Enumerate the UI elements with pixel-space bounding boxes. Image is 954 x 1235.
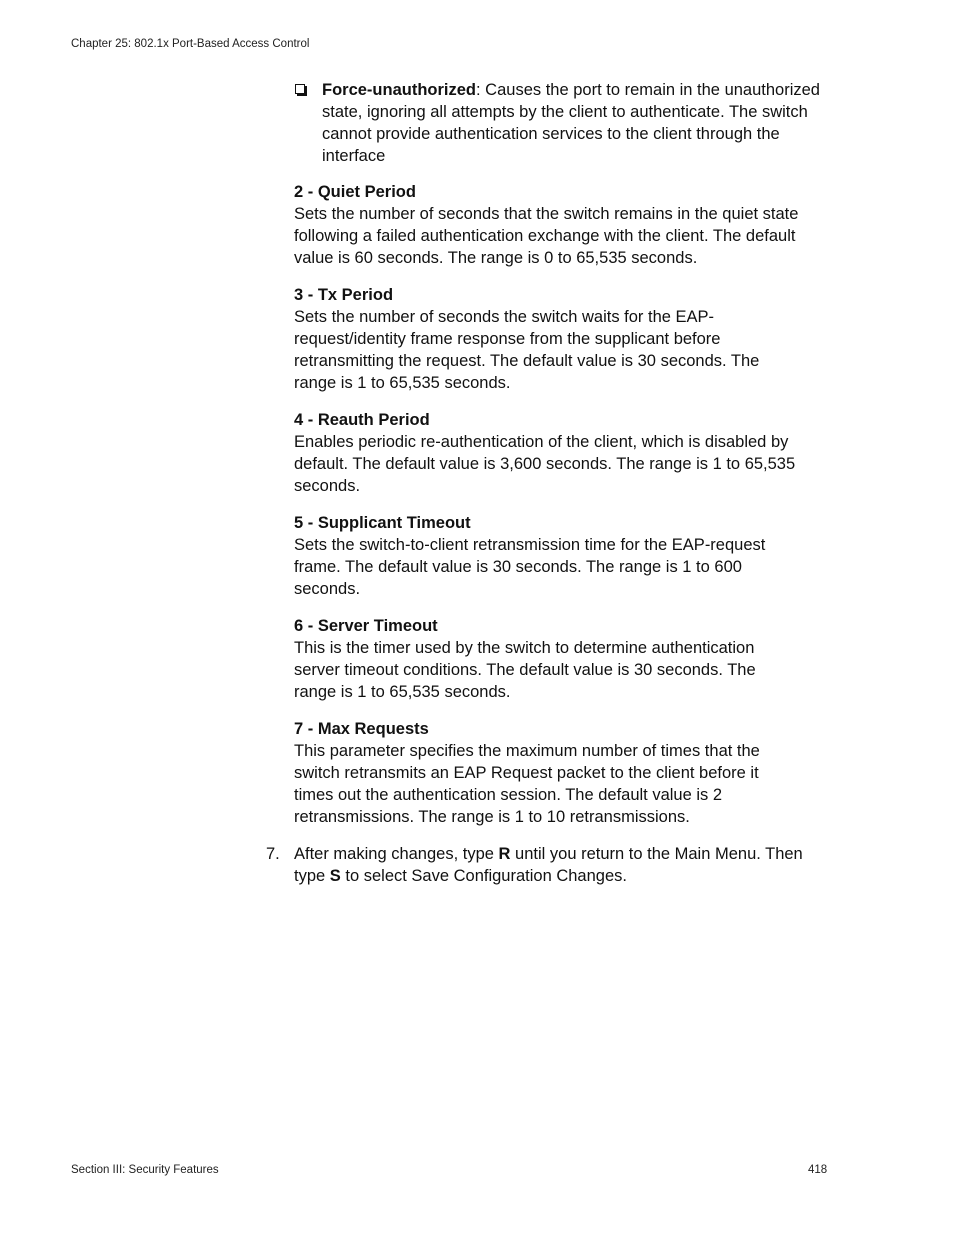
step-number: 7. (266, 845, 280, 863)
param-description: Sets the switch-to-client retransmission time for the EAP-request frame. The default value is 30 seconds. The range is 1 to 600 seconds. (294, 536, 766, 598)
param-title: 7 - Max Requests (294, 720, 429, 738)
step-key-r: R (498, 845, 511, 863)
param-title: 2 - Quiet Period (294, 183, 416, 201)
step-key-s: S (329, 867, 341, 885)
param-max-requests (294, 718, 834, 828)
param-title: 4 - Reauth Period (294, 411, 430, 429)
running-footer-section: Section III: Security Features (71, 1164, 219, 1176)
param-title: 6 - Server Timeout (294, 617, 438, 635)
param-description: This is the timer used by the switch to determine authentication server timeout conditions. The default value is 30 seconds. The range is 1 to 65,535 seconds. (294, 639, 756, 701)
step-text-part2: until you return to the Main Menu. Then type (294, 845, 803, 885)
param-title: 3 - Tx Period (294, 286, 394, 304)
param-description: Sets the number of seconds that the switch remains in the quiet state following a failed authentication exchange with the client. The default value is 60 seconds. The range is 0 to 65,535 seconds. (294, 205, 799, 267)
page-number: 418 (808, 1164, 828, 1176)
param-server-timeout (294, 615, 834, 703)
step-7 (266, 843, 834, 887)
param-tx-period (294, 284, 834, 394)
param-reauth-period (294, 409, 834, 497)
step-text-part1: After making changes, type (294, 845, 499, 863)
param-description: This parameter specifies the maximum number of times that the switch retransmits an EAP Request packet to the client before it times out the authentication session. The default value is 2 retransmissions. The range is 1 to 10 retransmissions. (294, 742, 760, 826)
checkbox-bullet-icon (295, 84, 305, 94)
document-body (266, 79, 834, 887)
step-text-part3: to select Save Configuration Changes. (340, 867, 627, 885)
option-bullet (294, 79, 822, 167)
option-term: Force-unauthorized (322, 81, 477, 99)
param-description: Sets the number of seconds the switch waits for the EAP-request/identity frame response from the supplicant before retransmitting the request. The default value is 30 seconds. The range is 1 to 65,535 seconds. (294, 308, 760, 392)
param-description: Enables periodic re-authentication of the client, which is disabled by default. The default value is 3,600 seconds. The range is 1 to 65,535 seconds. (294, 433, 796, 495)
option-text: : Causes the port to remain in the unauthorized state, ignoring all attempts by the client to authenticate. The switch cannot provide authentication services to the client through the interface (322, 81, 820, 165)
param-quiet-period (294, 181, 834, 269)
param-title: 5 - Supplicant Timeout (294, 514, 471, 532)
running-header: Chapter 25: 802.1x Port-Based Access Control (71, 38, 310, 50)
param-supplicant-timeout (294, 512, 834, 600)
